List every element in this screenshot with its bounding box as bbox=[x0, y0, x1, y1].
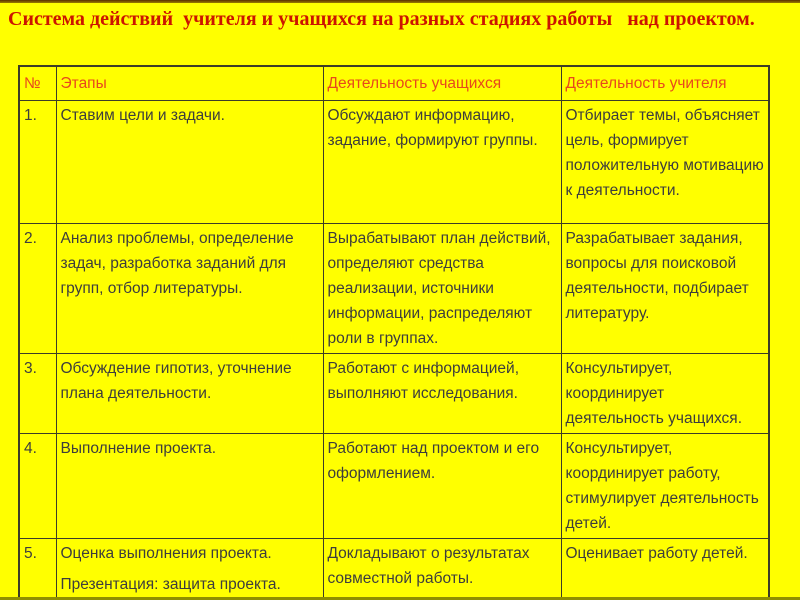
header-teacher-activity: Деятельность учителя bbox=[561, 66, 769, 101]
table-header-row bbox=[19, 66, 769, 101]
row-2-stage: Анализ проблемы, определение задач, разработка заданий для групп, отбор литературы. bbox=[56, 224, 323, 354]
row-2-teacher: Разрабатывает задания, вопросы для поисковой деятельности, подбирает литературу. bbox=[561, 224, 769, 354]
row-4-number: 4. bbox=[19, 434, 56, 539]
header-student-activity: Деятельность учащихся bbox=[323, 66, 561, 101]
header-stages: Этапы bbox=[56, 66, 323, 101]
row-1-number: 1. bbox=[19, 101, 56, 224]
slide-edge-top bbox=[0, 0, 800, 3]
row-4-teacher: Консультирует, координирует работу, стимулирует деятельность детей. bbox=[561, 434, 769, 539]
row-3-stage: Обсуждение гипотиз, уточнение плана деятельности. bbox=[56, 354, 323, 434]
header-number: № bbox=[19, 66, 56, 101]
row-2-number: 2. bbox=[19, 224, 56, 354]
row-3-students: Работают с информацией, выполняют исследования. bbox=[323, 354, 561, 434]
table-row-3 bbox=[19, 354, 769, 434]
row-5-number: 5. bbox=[19, 539, 56, 600]
row-5-stage-line-1: Оценка выполнения проекта. bbox=[60, 545, 272, 562]
table-row-2 bbox=[19, 224, 769, 354]
row-1-teacher: Отбирает темы, объясняет цель, формирует положительную мотивацию к деятельности. bbox=[561, 101, 769, 224]
row-5-stage bbox=[56, 539, 323, 600]
row-4-students: Работают над проектом и его оформлением. bbox=[323, 434, 561, 539]
row-3-number: 3. bbox=[19, 354, 56, 434]
row-4-stage: Выполнение проекта. bbox=[56, 434, 323, 539]
project-stages-table bbox=[18, 65, 770, 600]
table-row-1 bbox=[19, 101, 769, 224]
row-5-students: Докладывают о результатах совместной работы. bbox=[323, 539, 561, 600]
table-row-4 bbox=[19, 434, 769, 539]
row-2-students: Вырабатывают план действий, определяют средства реализации, источники информации, распределяют роли в группах. bbox=[323, 224, 561, 354]
row-1-students: Обсуждают информацию, задание, формируют группы. bbox=[323, 101, 561, 224]
row-1-stage: Ставим цели и задачи. bbox=[56, 101, 323, 224]
row-3-teacher: Консультирует, координирует деятельность учащихся. bbox=[561, 354, 769, 434]
table-row-5 bbox=[19, 539, 769, 600]
row-5-stage-line-2: Презентация: защита проекта. bbox=[60, 576, 281, 593]
slide-title: Система действий учителя и учащихся на разных стадиях работы над проектом. bbox=[8, 8, 755, 30]
row-5-teacher: Оценивает работу детей. bbox=[561, 539, 769, 600]
